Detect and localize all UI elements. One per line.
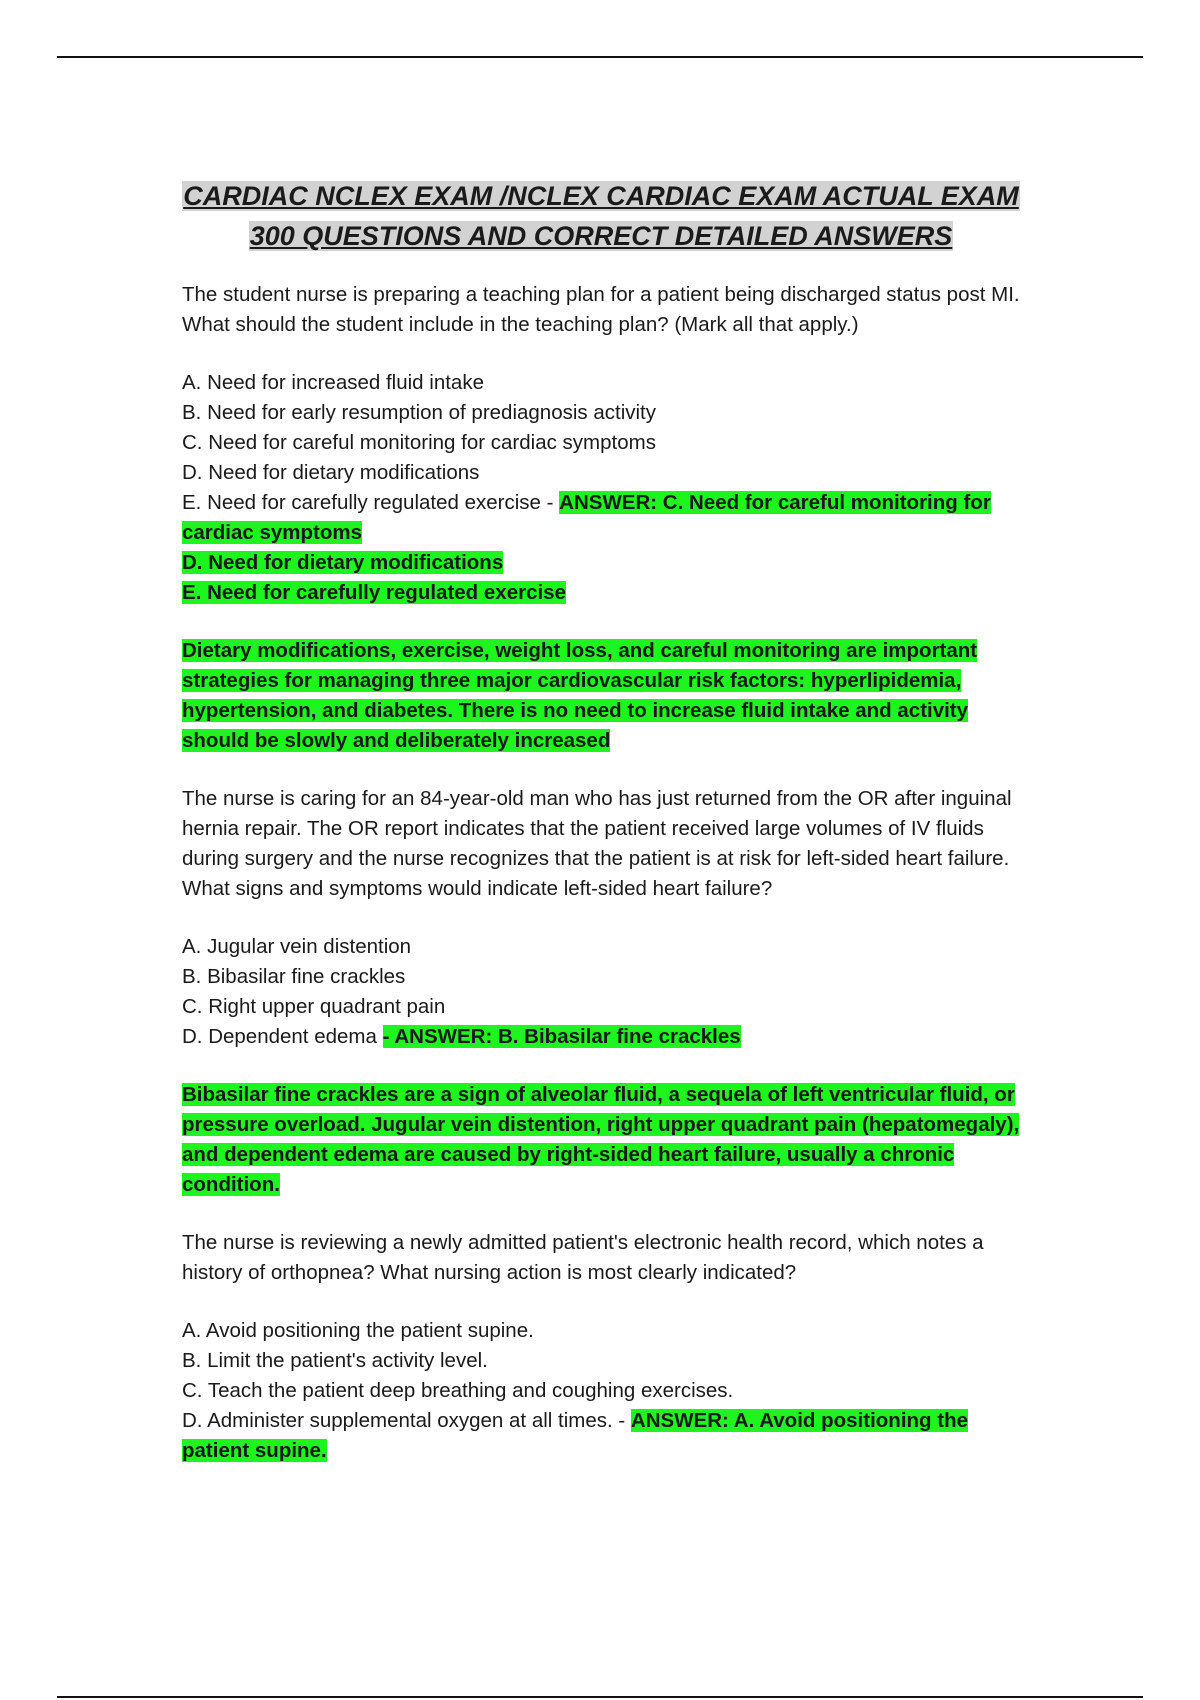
question-1-answer-extra: E. Need for carefully regulated exercise xyxy=(182,581,566,604)
document-title xyxy=(182,176,1020,256)
question-1-answer: ANSWER: C. Need for careful monitoring for cardiac symptoms xyxy=(182,491,991,544)
question-2-rationale xyxy=(182,1080,1020,1200)
question-1-options xyxy=(182,368,1020,608)
option: C. Teach the patient deep breathing and coughing exercises. xyxy=(182,1379,734,1402)
question-2-options xyxy=(182,932,1020,1052)
top-rule xyxy=(57,56,1143,58)
option: A. Avoid positioning the patient supine. xyxy=(182,1319,534,1342)
question-3-options xyxy=(182,1316,1020,1466)
option: D. Administer supplemental oxygen at all times. - xyxy=(182,1409,631,1432)
option: B. Need for early resumption of prediagnosis activity xyxy=(182,401,657,424)
option: C. Right upper quadrant pain xyxy=(182,995,446,1018)
question-3-stem: The nurse is reviewing a newly admitted patient's electronic health record, which notes a history of orthopnea? What nursing action is most clearly indicated? xyxy=(182,1231,984,1284)
bottom-rule xyxy=(57,1696,1143,1698)
option: D. Need for dietary modifications xyxy=(182,461,480,484)
question-1-rationale xyxy=(182,636,1020,756)
question-2-stem: The nurse is caring for an 84-year-old man who has just returned from the OR after inguinal hernia repair. The OR report indicates that the patient received large volumes of IV fluids during surgery and the nurse recognizes that the patient is at risk for left-sided heart failure. What signs and symptoms would indicate left-sided heart failure? xyxy=(182,787,1012,900)
option: A. Jugular vein distention xyxy=(182,935,412,958)
question-3-answer: ANSWER: A. Avoid positioning the patient supine. xyxy=(182,1409,969,1462)
option: A. Need for increased fluid intake xyxy=(182,371,484,394)
title-line-1: CARDIAC NCLEX EXAM /NCLEX CARDIAC EXAM ACTUAL EXAM xyxy=(183,181,1019,211)
question-1-stem: The student nurse is preparing a teaching plan for a patient being discharged status post MI. What should the student include in the teaching plan? (Mark all that apply.) xyxy=(182,283,1020,336)
rationale-text: Bibasilar fine crackles are a sign of alveolar fluid, a sequela of left ventricular fluid, or pressure overload. Jugular vein distention, right upper quadrant pain (hepatomegaly), and dependent edema are caused by right-sided heart failure, usually a chronic condition. xyxy=(182,1083,1020,1196)
question-1-answer-extra: D. Need for dietary modifications xyxy=(182,551,504,574)
option: E. Need for carefully regulated exercise - xyxy=(182,491,560,514)
option: C. Need for careful monitoring for cardiac symptoms xyxy=(182,431,656,454)
question-2-answer: - ANSWER: B. Bibasilar fine crackles xyxy=(382,1025,741,1048)
option: D. Dependent edema xyxy=(182,1025,383,1048)
document-body xyxy=(182,176,1020,1494)
option: B. Limit the patient's activity level. xyxy=(182,1349,488,1372)
title-line-2: 300 QUESTIONS AND CORRECT DETAILED ANSWERS xyxy=(249,221,953,251)
rationale-text: Dietary modifications, exercise, weight loss, and careful monitoring are important strategies for managing three major cardiovascular risk factors: hyperlipidemia, hypertension, and diabetes. There is no need to increase fluid intake and activity should be slowly and deliberately increased xyxy=(182,639,978,752)
option: B. Bibasilar fine crackles xyxy=(182,965,406,988)
